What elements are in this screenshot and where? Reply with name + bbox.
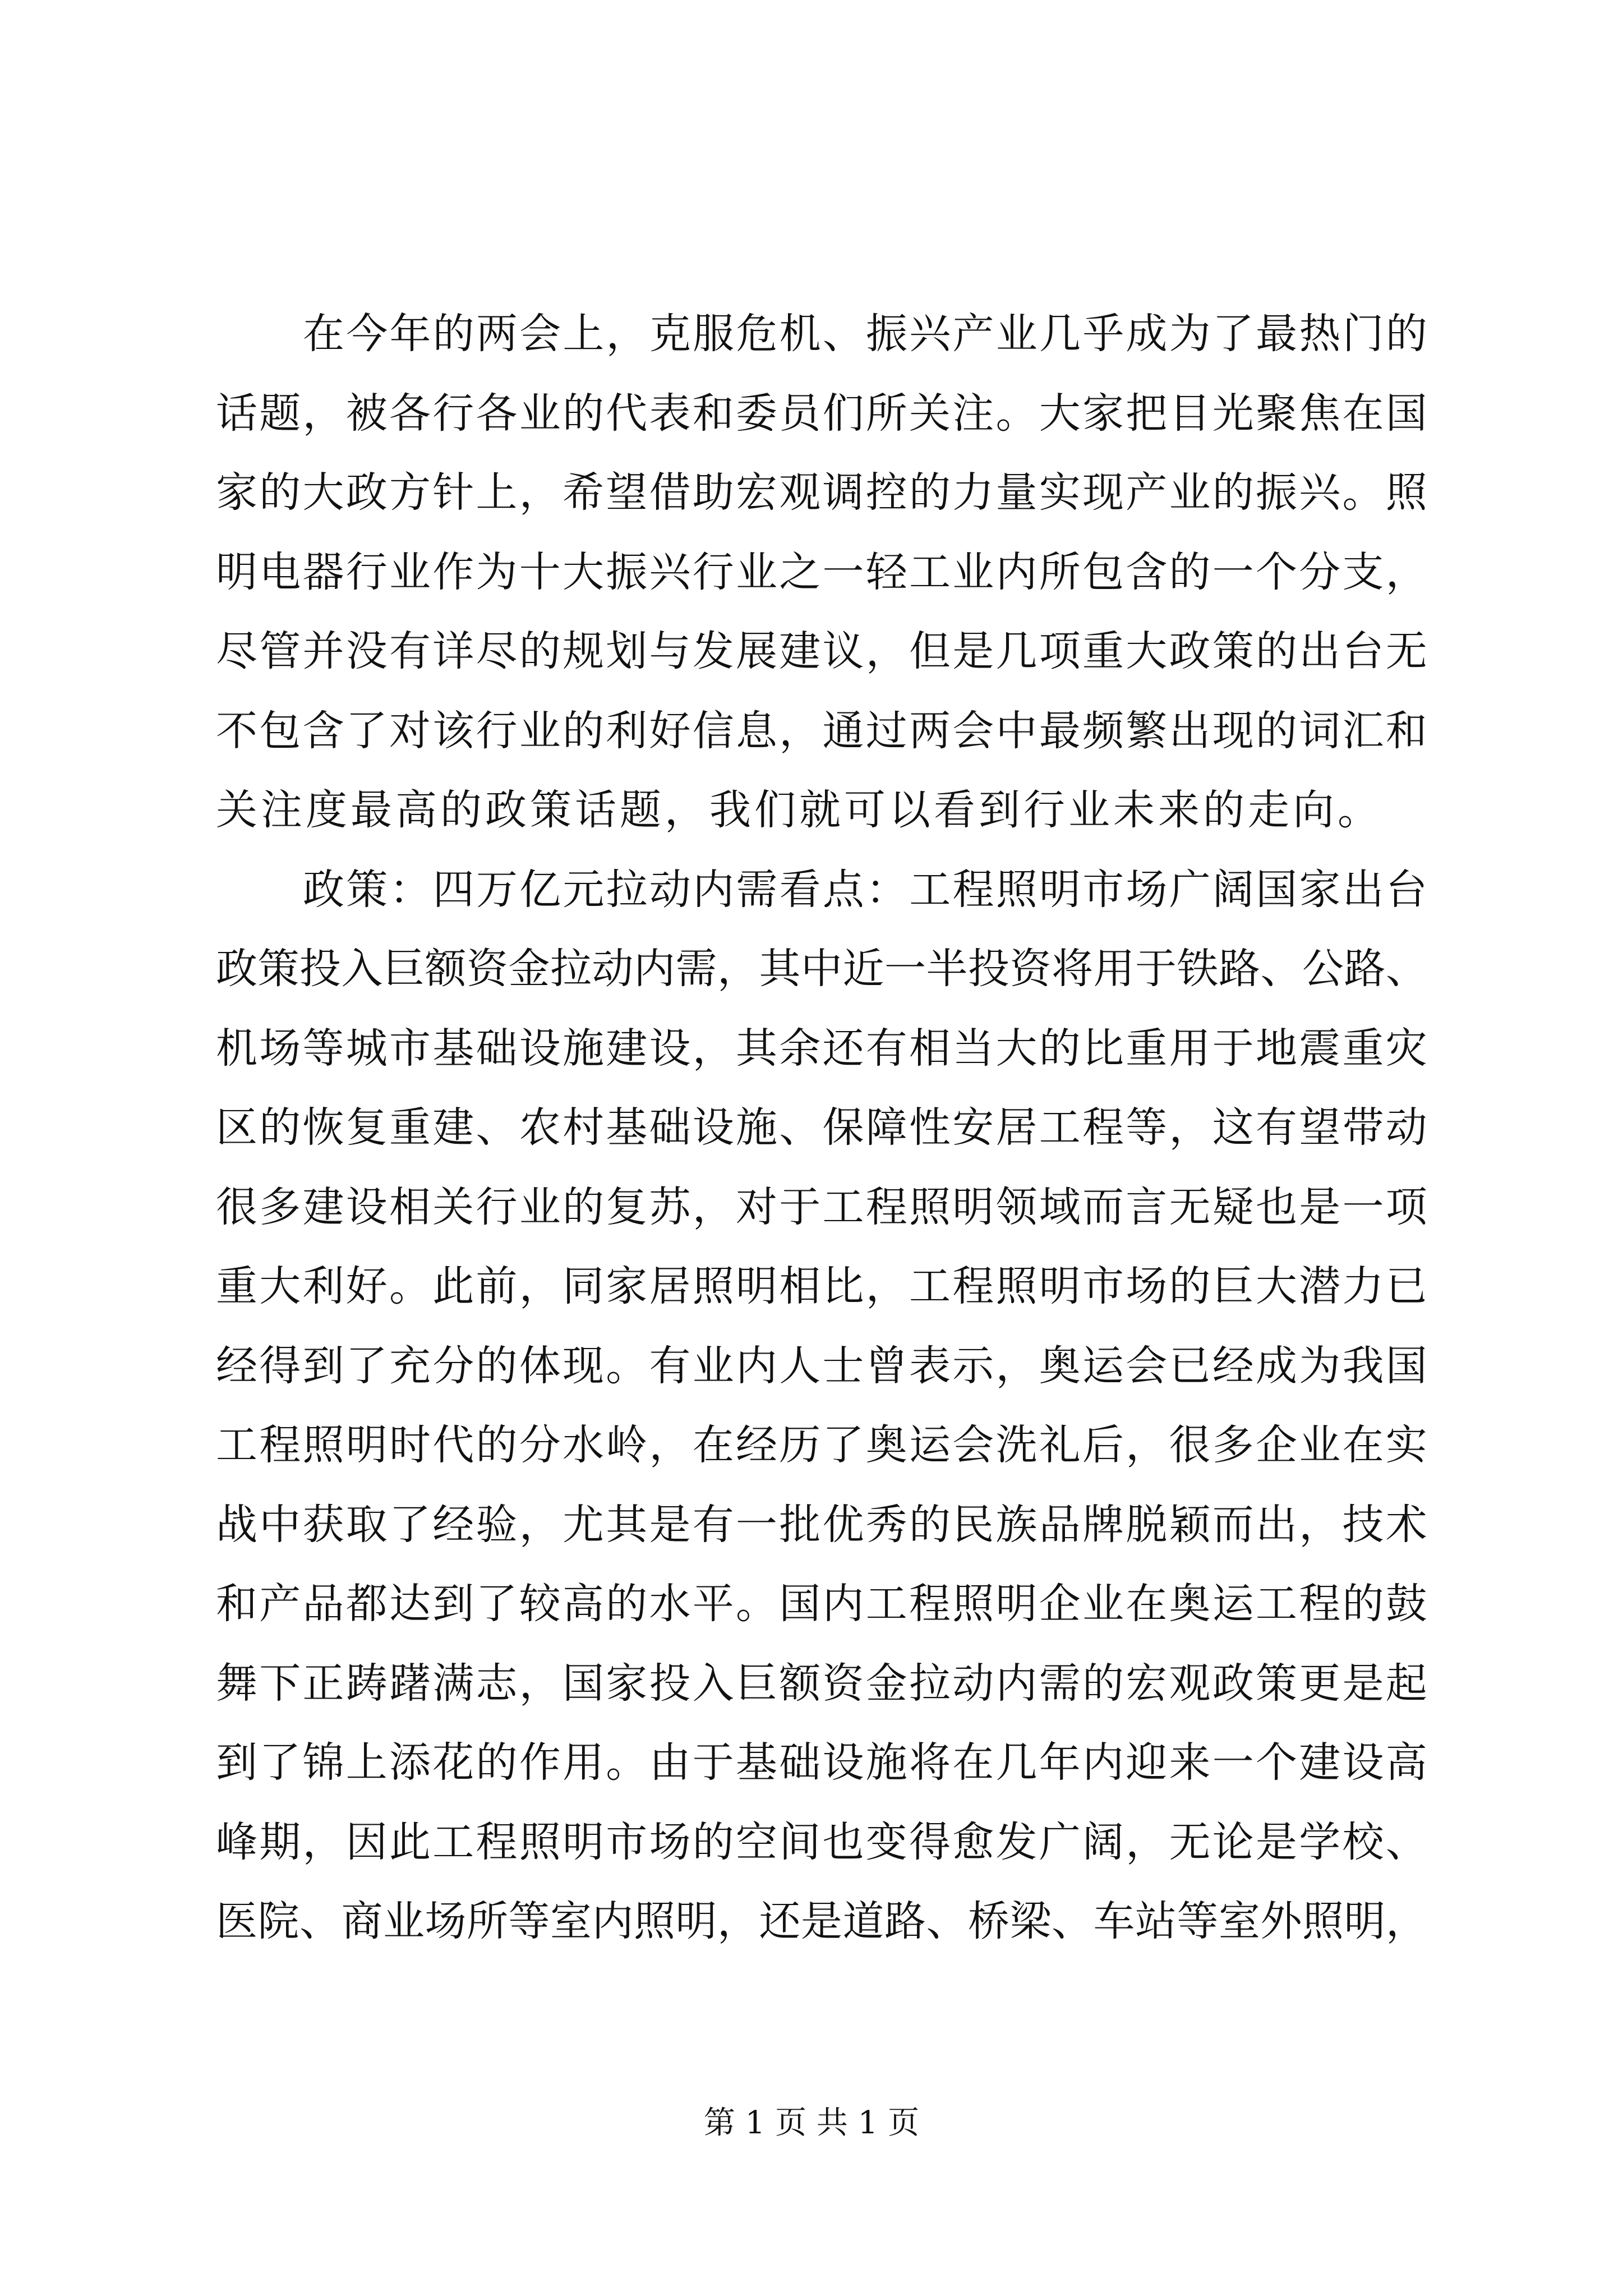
text-line: 政 策 投 入 巨 额 资 金 拉 动 内 需 ， 其 中 近 一 半 投 资 将 用 于 铁 路 、 公 路 、	[216, 945, 1427, 993]
text-line: 尽 管 并 没 有 详 尽 的 规 划 与 发 展 建 议 ， 但 是 几 项 重 大 政 策 的 出 台 无	[216, 627, 1427, 675]
text-line: 重 大 利 好 。 此 前 ， 同 家 居 照 明 相 比 ， 工 程 照 明 市 场 的 巨 大 潜 力 已	[216, 1262, 1427, 1310]
text-line: 机 场 等 城 市 基 础 设 施 建 设 ， 其 余 还 有 相 当 大 的 比 重 用 于 地 震 重 灾	[216, 1024, 1427, 1073]
page-number-footer: 第 1 页 共 1 页	[703, 2105, 920, 2141]
text-line: 峰 期 ， 因 此 工 程 照 明 市 场 的 空 间 也 变 得 愈 发 广 阔 ， 无 论 是 学 校 、	[216, 1818, 1427, 1866]
text-line: 工 程 照 明 时 代 的 分 水 岭 ， 在 经 历 了 奥 运 会 洗 礼 后 ， 很 多 企 业 在 实	[216, 1421, 1427, 1469]
text-line: 明 电 器 行 业 作 为 十 大 振 兴 行 业 之 一 轻 工 业 内 所 包 含 的 一 个 分 支 ，	[216, 548, 1427, 596]
text-line: 战 中 获 取 了 经 验 ， 尤 其 是 有 一 批 优 秀 的 民 族 品 牌 脱 颖 而 出 ， 技 术	[216, 1501, 1427, 1549]
text-line: 关注度最高的政策话题，我们就可以看到行业未来的走向。	[216, 786, 1382, 834]
text-line: 到 了 锦 上 添 花 的 作 用 。 由 于 基 础 设 施 将 在 几 年 内 迎 来 一 个 建 设 高	[216, 1738, 1427, 1787]
text-line: 很 多 建 设 相 关 行 业 的 复 苏 ， 对 于 工 程 照 明 领 域 而 言 无 疑 也 是 一 项	[216, 1183, 1427, 1231]
text-line: 政 策 ： 四 万 亿 元 拉 动 内 需 看 点 ： 工 程 照 明 市 场 广 阔 国 家 出 台	[303, 866, 1427, 914]
text-line: 话 题 ， 被 各 行 各 业 的 代 表 和 委 员 们 所 关 注 。 大 家 把 目 光 聚 焦 在 国	[216, 389, 1427, 438]
text-line: 家 的 大 政 方 针 上 ， 希 望 借 助 宏 观 调 控 的 力 量 实 现 产 业 的 振 兴 。 照	[216, 468, 1427, 517]
text-line: 在 今 年 的 两 会 上 ， 克 服 危 机 、 振 兴 产 业 几 乎 成 为 了 最 热 门 的	[303, 310, 1427, 358]
text-line: 和 产 品 都 达 到 了 较 高 的 水 平 。 国 内 工 程 照 明 企 业 在 奥 运 工 程 的 鼓	[216, 1580, 1427, 1628]
text-line: 不 包 含 了 对 该 行 业 的 利 好 信 息 ， 通 过 两 会 中 最 频 繁 出 现 的 词 汇 和	[216, 707, 1427, 755]
text-line: 经 得 到 了 充 分 的 体 现 。 有 业 内 人 士 曾 表 示 ， 奥 运 会 已 经 成 为 我 国	[216, 1342, 1427, 1390]
text-line: 医 院 、 商 业 场 所 等 室 内 照 明 ， 还 是 道 路 、 桥 梁 、 车 站 等 室 外 照 明 ，	[216, 1897, 1427, 1945]
text-line: 舞 下 正 踌 躇 满 志 ， 国 家 投 入 巨 额 资 金 拉 动 内 需 的 宏 观 政 策 更 是 起	[216, 1659, 1427, 1708]
text-line: 区 的 恢 复 重 建 、 农 村 基 础 设 施 、 保 障 性 安 居 工 程 等 ， 这 有 望 带 动	[216, 1103, 1427, 1152]
